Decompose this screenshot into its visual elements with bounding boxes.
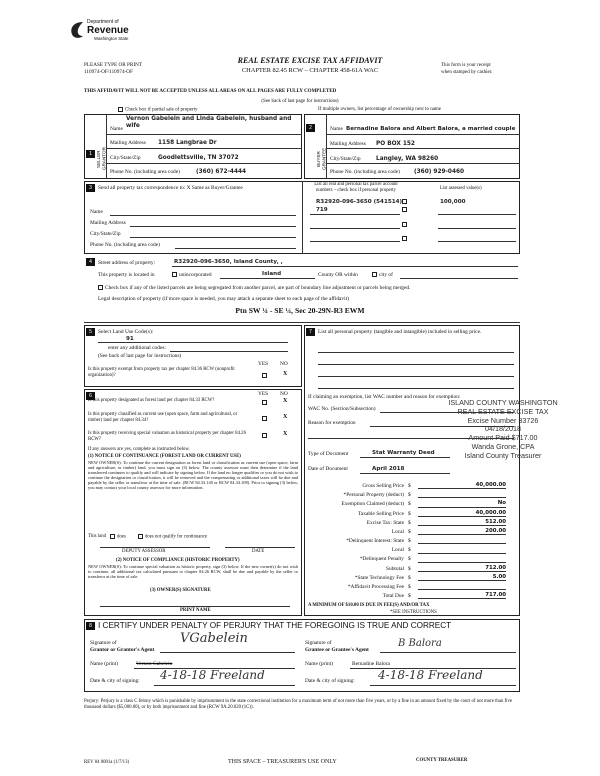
stamp-line4: 04/18/2018 <box>485 424 521 434</box>
land-use-label: Select Land Use Code(s): <box>98 329 154 335</box>
print-name-label: PRINT NAME <box>180 608 211 613</box>
tax-row-currency: $ <box>408 482 411 489</box>
parcel-4-checkbox[interactable] <box>402 236 409 242</box>
tax-row <box>308 489 518 498</box>
section-7-number: 7 <box>306 328 315 336</box>
county-name: Island <box>262 271 282 277</box>
dor-logo <box>68 14 138 48</box>
land-use-code: 91 <box>126 336 134 342</box>
tax-row <box>308 590 518 599</box>
tax-row-label: *Personal Property (deduct) <box>343 492 404 499</box>
tax-row-currency: $ <box>408 492 411 499</box>
stamp-line7: Island County Treasurer <box>464 450 542 460</box>
minimum-fee: A MINIMUM OF $10.00 IS DUE IN FEE(S) AND/OR TAX <box>308 603 430 608</box>
buyer-side-label: BUYER GRANTEE <box>316 147 327 171</box>
seller-phone: (360) 672-4444 <box>196 169 247 175</box>
assessed-header: List assessed value(s) <box>440 186 482 191</box>
s3-city-label: City/State/Zip <box>90 231 121 237</box>
does-checkbox[interactable]: does <box>110 534 126 540</box>
multiple-owners-note: If multiple owners, list percentage of ownership next to name <box>318 107 442 112</box>
tax-row-currency: $ <box>408 556 411 563</box>
exempt-question: Is this property exempt from property tax per chapter 84.36 RCW (nonprofit organization)? <box>88 367 235 378</box>
grantor-name-label: Name (print) <box>90 661 118 667</box>
grantee-sig-label-1: Signature of <box>305 640 332 646</box>
parcels-header: List all real and personal tax parcel account numbers – check box if personal property <box>314 182 398 193</box>
notice2-body: NEW OWNER(S): To continue special valuation as historic property, sign (3) below. If the new owner(s) do not wish to continue, all additional tax calculated pursuant to chapter 84.26 RCW, shall be due and payable by the seller or transferor at the time of sale. <box>88 564 298 580</box>
buyer-city: Langley, WA 98260 <box>376 156 439 162</box>
street-label: Street address of property: <box>98 260 156 266</box>
current-use-yes-checkbox[interactable] <box>262 416 269 422</box>
tax-row-label: Taxable Selling Price <box>357 510 404 517</box>
grantor-sig-label-1: Signature of <box>90 640 117 646</box>
seller-name: Vernon Gabelein and Linda Gabelein, husband and wife <box>126 116 292 129</box>
deputy-date-label: DATE <box>252 549 265 554</box>
segregated-checkbox[interactable]: Check box if any of the listed parcels are being segregated from another parcel, are part of boundary line adjustment or parcels being merged. <box>98 285 518 291</box>
tax-row-currency: $ <box>408 538 411 545</box>
assessed-1: 100,000 <box>440 199 466 205</box>
tax-row-currency: $ <box>408 565 411 572</box>
buyer-city-label: City/State/Zip <box>330 156 361 162</box>
treasurer-space: THIS SPACE – TREASURER'S USE ONLY <box>228 759 337 765</box>
page-subtitle: CHAPTER 82.45 RCW – CHAPTER 458-61A WAC <box>241 67 379 74</box>
section-6 <box>84 389 302 616</box>
tax-row-label: Gross Selling Price <box>362 482 404 489</box>
tax-row-label: Local <box>391 528 404 535</box>
stamp-line5: Amount Paid $717.00 <box>468 433 538 443</box>
tax-row-currency: $ <box>408 510 411 517</box>
tax-row-currency: $ <box>408 574 411 581</box>
tax-row-value: 40,000.00 <box>418 510 506 517</box>
tax-row-label: Excise Tax: State <box>366 519 404 526</box>
grantor-date-city: 4-18-18 Freeland <box>160 668 265 682</box>
s5-yes-label: YES <box>258 361 269 367</box>
grantor-name: Vernon Gabelein <box>136 661 173 667</box>
stamp-line2: REAL ESTATE EXCISE TAX <box>457 406 549 416</box>
tax-row-label: *State Technology Fee <box>354 574 404 581</box>
tax-row-value: 200.00 <box>418 528 506 535</box>
seller-mailing-label: Mailing Address <box>110 140 146 146</box>
exempt-yes-checkbox[interactable] <box>262 373 269 379</box>
parcel-2: 719 <box>316 207 328 213</box>
s3-name-label: Name <box>90 209 103 215</box>
correspondence-text: Send all property tax correspondence to: X Same as Buyer/Grantee <box>98 185 243 191</box>
grantor-date-label: Date & city of signing: <box>90 678 140 684</box>
city-of-checkbox[interactable]: city of <box>372 272 393 278</box>
date-doc-label: Date of Document <box>308 466 348 472</box>
seller-side-label: SELLER GRANTOR <box>96 147 107 171</box>
tax-row <box>308 508 518 517</box>
section-4-number: 4 <box>86 258 95 266</box>
parcel-1: R32920-096-3650 (541514) <box>316 199 403 205</box>
tax-row-value: 40,000.00 <box>418 482 506 489</box>
county-treasurer: COUNTY TREASURER <box>416 758 468 763</box>
tax-row-label: Exemption Claimed (deduct) <box>341 501 404 508</box>
reason-label: Reason for exemption <box>308 420 356 426</box>
legal-label: Legal description of property (if more space is needed, you may attach a separate sheet to each page of the affidavit) <box>98 296 349 302</box>
forest-no-answer: X <box>283 398 288 404</box>
seller-phone-label: Phone No. (including area code) <box>110 169 180 175</box>
s6-yes-label: YES <box>258 391 269 397</box>
tax-row-value: No <box>418 500 506 507</box>
dept-line1: Department of <box>87 19 119 25</box>
buyer-phone-label: Phone No. (including area code) <box>330 169 400 175</box>
tax-table <box>308 480 518 599</box>
notice1-title: (1) NOTICE OF CONTINUANCE (FOREST LAND OR CURRENT USE) <box>88 454 241 459</box>
tax-row <box>308 554 518 563</box>
wac-label: WAC No. (Section/Subsection) <box>308 406 376 412</box>
section-8-number: 8 <box>86 622 95 630</box>
s3-phone-label: Phone No. (including area code) <box>90 242 160 248</box>
tax-row-label: *Delinquent Interest: State <box>346 538 404 545</box>
tax-row-currency: $ <box>408 519 411 526</box>
tax-row-value: 717.00 <box>418 592 506 599</box>
wac-intro: If claiming an exemption, list WAC number and reason for exemption: <box>308 394 461 400</box>
deputy-assessor-label: DEPUTY ASSESSOR <box>122 549 166 554</box>
warning: THIS AFFIDAVIT WILL NOT BE ACCEPTED UNLESS ALL AREAS ON ALL PAGES ARE FULLY COMPLETED <box>84 89 337 94</box>
see-instr-note: *SEE INSTRUCTIONS <box>390 610 437 615</box>
legal-description: Ptn SW ¼ - SE ¼, Sec 20-29N-R3 EWM <box>235 306 365 315</box>
certify-text: I CERTIFY UNDER PENALTY OF PERJURY THAT THE FOREGOING IS TRUE AND CORRECT <box>98 621 452 630</box>
parcel-3-checkbox[interactable] <box>402 222 409 228</box>
see-back: (See back of last page for instructions) <box>98 353 182 359</box>
buyer-mailing-label: Mailing Address <box>330 141 366 147</box>
tax-row <box>308 535 518 544</box>
buyer-name: Bernadine Balora and Albert Balora, a married couple <box>346 126 516 132</box>
notice1-body: NEW OWNER(S): To continue the current designation as forest land or classification as current use (open space, farm and agriculture, or timber) land, you must sign on (3) below. The county assessor must then determine if the land transferred continues to qualify and will indicate by signing below. If the land no longer qualifies or you do not wish to continue the designation or classification, it will be removed and the compensating or additional taxes will be due and payable by the seller or transferor at the time of sale. (RCW 84.33.140 or RCW 84.34.108). Prior to signing (3) below, you may contact your local county assessor for more information. <box>88 460 298 491</box>
grantee-name: Bernadine Balora <box>352 661 390 667</box>
type-doc: Stat Warranty Deed <box>372 450 435 456</box>
rev-code: REV 84 0001a (1/7/13) <box>84 760 130 765</box>
parcel-1-checkbox[interactable] <box>402 199 409 205</box>
buyer-mailing: PO BOX 152 <box>376 141 415 147</box>
tax-row-currency: $ <box>408 547 411 554</box>
tax-row-currency: $ <box>408 528 411 535</box>
tax-row-label: Local <box>391 547 404 554</box>
stamp-line3: Excise Number 33726 <box>467 415 539 425</box>
tax-row <box>308 526 518 535</box>
form-codes: 110974-OF/110974-OF <box>84 69 133 75</box>
tax-row-value: 5.00 <box>418 574 506 581</box>
tax-row-value: 512.00 <box>418 519 506 526</box>
buyer-name-label: Name <box>330 126 343 132</box>
grantor-sig-label-2: Grantor or Grantor's Agent <box>90 647 155 653</box>
historic-question: Is this property receiving special valuation as historical property per chapter 84.26 RCW? <box>88 431 246 442</box>
stamp-line1: ISLAND COUNTY WASHINGTON <box>448 398 558 407</box>
tax-row <box>308 498 518 507</box>
owner-signature-label: (3) OWNER(S) SIGNATURE <box>150 588 211 593</box>
historic-no-answer: X <box>283 431 288 437</box>
grantee-name-label: Name (print) <box>305 661 333 667</box>
page-title: REAL ESTATE EXCISE TAX AFFIDAVIT <box>237 56 383 65</box>
tax-row <box>308 581 518 590</box>
unincorporated-checkbox[interactable]: unincorporated <box>172 272 212 278</box>
tax-row-currency: $ <box>408 593 411 600</box>
section-6-number: 6 <box>86 392 95 400</box>
section-5-number: 5 <box>86 328 95 336</box>
tax-row-currency: $ <box>408 584 411 591</box>
additional-codes: enter any additional codes: <box>108 345 166 351</box>
grantee-signature: B Balora <box>398 638 442 649</box>
s6-no-label: NO <box>280 391 288 397</box>
street-address: R32920-096-3650, Island County, , <box>174 259 283 265</box>
stamp-line6: Wanda Grone, CPA <box>471 441 535 451</box>
historic-yes-checkbox[interactable] <box>262 433 269 439</box>
personal-property-label: List all personal property (tangible and intangible) included in selling price. <box>318 329 482 335</box>
treasurer-stamp <box>428 399 578 460</box>
tax-row-label: *Affidavit Processing Fee <box>347 584 404 591</box>
buyer-phone: (360) 929-0460 <box>414 169 465 175</box>
tax-row-label: Total Due <box>382 593 404 600</box>
partial-sale-checkbox[interactable]: Check box if partial sale of property <box>118 107 197 113</box>
tax-row <box>308 563 518 572</box>
s5-no-label: NO <box>280 361 288 367</box>
tax-row <box>308 572 518 581</box>
any-yes-note: If any answers are yes, complete as instructed below. <box>88 447 190 452</box>
grantor-signature: VGabelein <box>180 631 248 646</box>
see-instructions: (See back of last page for instructions) <box>261 99 339 104</box>
receipt-note-2: when stamped by cashier. <box>441 70 493 75</box>
s3-mailing-label: Mailing Address <box>90 220 126 226</box>
type-doc-label: Type of Document <box>308 451 349 457</box>
dept-line3: Washington State <box>94 36 129 41</box>
grantee-date-label: Date & city of signing: <box>305 678 355 684</box>
forest-question: Is this property designated as forest land per chapter 84.33 RCW? <box>88 398 215 403</box>
tax-row-currency: $ <box>408 501 411 508</box>
section-1-number: 1 <box>86 150 95 158</box>
current-use-question: Is this property classified as current use (open space, farm and agricultural, or timber) land per chapter 84.34? <box>88 412 238 423</box>
section-3-number: 3 <box>86 184 95 192</box>
parcel-2-checkbox[interactable] <box>402 207 409 213</box>
located-label: This property is located in <box>98 272 155 278</box>
tax-row <box>308 517 518 526</box>
tax-row-value: 712.00 <box>418 565 506 572</box>
exempt-no-answer: X <box>283 371 288 377</box>
county-or-label: County OR within <box>318 272 358 278</box>
type-print: PLEASE TYPE OR PRINT <box>84 62 142 68</box>
tax-row <box>308 480 518 489</box>
perjury-note: Perjury: Perjury is a class C felony which is punishable by imprisonment in the state correctional institution for a maximum term of not more than five years, or by a fine in an amount fixed by the court of not more than five thousand dollars ($5,000.00), or by both imprisonment and fine (RCW 9A.20.020 (1C)). <box>84 699 513 710</box>
seller-city-label: City/State/Zip <box>110 155 141 161</box>
tax-row-label: Subtotal <box>386 565 404 572</box>
dept-line2: Revenue <box>87 25 129 36</box>
forest-yes-checkbox[interactable] <box>262 400 269 406</box>
grantee-date-city: 4-18-18 Freeland <box>378 668 483 682</box>
current-use-no-answer: X <box>283 414 288 420</box>
notice2-title: (2) NOTICE OF COMPLIANCE (HISTORIC PROPERTY) <box>116 558 240 563</box>
dor-logo-mark <box>68 20 86 40</box>
seller-name-label: Name <box>110 126 123 132</box>
seller-mailing: 1158 Langbrae Dr <box>158 140 217 146</box>
section-2-number: 2 <box>306 124 315 132</box>
grantee-sig-label-2: Grantee or Grantee's Agent <box>305 647 369 653</box>
tax-row <box>308 544 518 553</box>
does-not-checkbox[interactable]: does not qualify for continuance <box>138 534 207 540</box>
receipt-note-1: This form is your receipt <box>441 63 491 68</box>
this-land-label: This land <box>88 534 106 539</box>
seller-city: Goodlettsville, TN 37072 <box>158 155 239 161</box>
date-doc: April 2018 <box>372 466 405 472</box>
tax-row-label: *Delinquent Penalty <box>359 556 404 563</box>
